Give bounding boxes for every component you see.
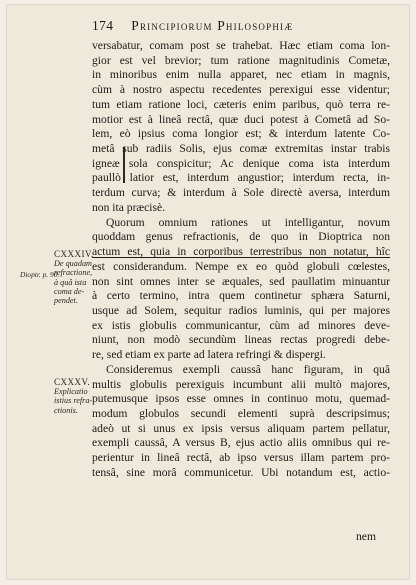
text-line: igneæ sola conspicitur; Ac denique coma ista interdum: [92, 156, 390, 170]
text-line: tensâ, sine morâ communicetur. Ubi notandum est, actio-: [92, 465, 390, 479]
side-note-line: à quâ ista: [54, 277, 87, 287]
text-line: lem, eò ipsius coma longior est; & interdum latente Co-: [92, 127, 390, 141]
side-note-line: pendet.: [54, 296, 78, 306]
text-line: cùm à nostro aspectu recedentes perexigui esse videntur;: [92, 83, 390, 97]
text-line: motior est à lineâ rectâ, quæ duci potest à Cometâ ad So-: [92, 112, 390, 126]
text-line: putemusque ipsos esse omnes in continuo motu, quemad-: [92, 392, 390, 406]
running-title: Principiorum Philosophiæ: [131, 18, 294, 33]
page-number: 174: [92, 18, 114, 33]
book-page: [6, 4, 410, 580]
paragraph-start-line: Quorum omnium rationes ut intelligantur, novum: [106, 215, 390, 229]
text-line: versabatur, comam post se trahebat. Hæc etiam coma lon-: [92, 39, 390, 52]
text-line: multis globulis perexiguis incumbunt alii multò majores,: [92, 377, 390, 391]
text-line: usque ad Solem, sequitur radios luminis, qui per majores: [92, 303, 390, 317]
text-line: tum etiam ratione loci, cæteris enim paribus, quò terra re-: [92, 97, 390, 111]
side-note-line: istius refra-: [54, 396, 93, 406]
handwritten-reference: Dioptr. p. 90.: [20, 270, 60, 279]
text-line: in minoribus enim nulla apparet, nec etiam in magnis,: [92, 68, 390, 82]
text-line: non sint omnes inter se æquales, sed paullatim minuantur: [92, 274, 390, 288]
catchword: nem: [356, 530, 376, 543]
text-line: quoddam genus refractionis, de quo in Dioptrica non: [92, 230, 390, 244]
text-line: ex istis globulis communicantur, cùm ad minores deve-: [92, 318, 390, 332]
text-line: à certo termino, intra quem continetur sphæra Saturni,: [92, 289, 390, 303]
text-line: exempli caussâ, A versus B, ejus actio aliis omnibus qui re-: [92, 436, 390, 450]
text-line: metâ sub radiis Solis, ejus comæ extremitas instar trabis: [92, 142, 390, 156]
paragraph-start-line: Consideremus exempli caussâ hanc figuram, in quâ: [106, 362, 390, 376]
side-note-line: coma de-: [54, 286, 85, 296]
page-header: [92, 18, 392, 34]
side-note-line: Explicatio: [54, 387, 88, 397]
side-note-number: CXXXIV.: [54, 249, 94, 259]
side-note-cxxxiv: [54, 250, 94, 305]
text-line: re, sed etiam ex parte ad latera refringi & dispergi.: [92, 348, 326, 362]
text-line: paullò latior est, interdum angustior; interdum recta, in-: [92, 171, 390, 185]
underlined-text-line: actum est, quia in corporibus terrestribus non notatur, hîc: [92, 245, 390, 259]
side-note-cxxxv: [54, 378, 92, 415]
text-line: perientur in lineâ rectâ, ab ipso versus illam partem pro-: [92, 451, 390, 465]
text-line: adeò ut si unus ex ipsis versus aliquam partem pellatur,: [92, 421, 390, 435]
text-line: terdum curva; & interdum à Sole directè aversa, interdum: [92, 186, 390, 200]
side-note-number: CXXXV.: [54, 377, 91, 387]
text-line: modum globulos secundi elementi suprà descripsimus;: [92, 406, 390, 420]
text-line: gior est vel brevior; tum ratione magnitudinis Cometæ,: [92, 53, 390, 67]
text-line: est considerandum. Nempe ex eo quòd globuli cœlestes,: [92, 259, 390, 273]
side-note-line: ctionis.: [54, 405, 78, 415]
side-note-line: De quadam: [54, 259, 92, 269]
side-note-line: refractione,: [54, 268, 93, 278]
text-line: niunt, non modò secundùm lineas rectas progredi debe-: [92, 333, 390, 347]
text-block: [92, 39, 390, 481]
text-line: non ita præcisè.: [92, 200, 166, 214]
